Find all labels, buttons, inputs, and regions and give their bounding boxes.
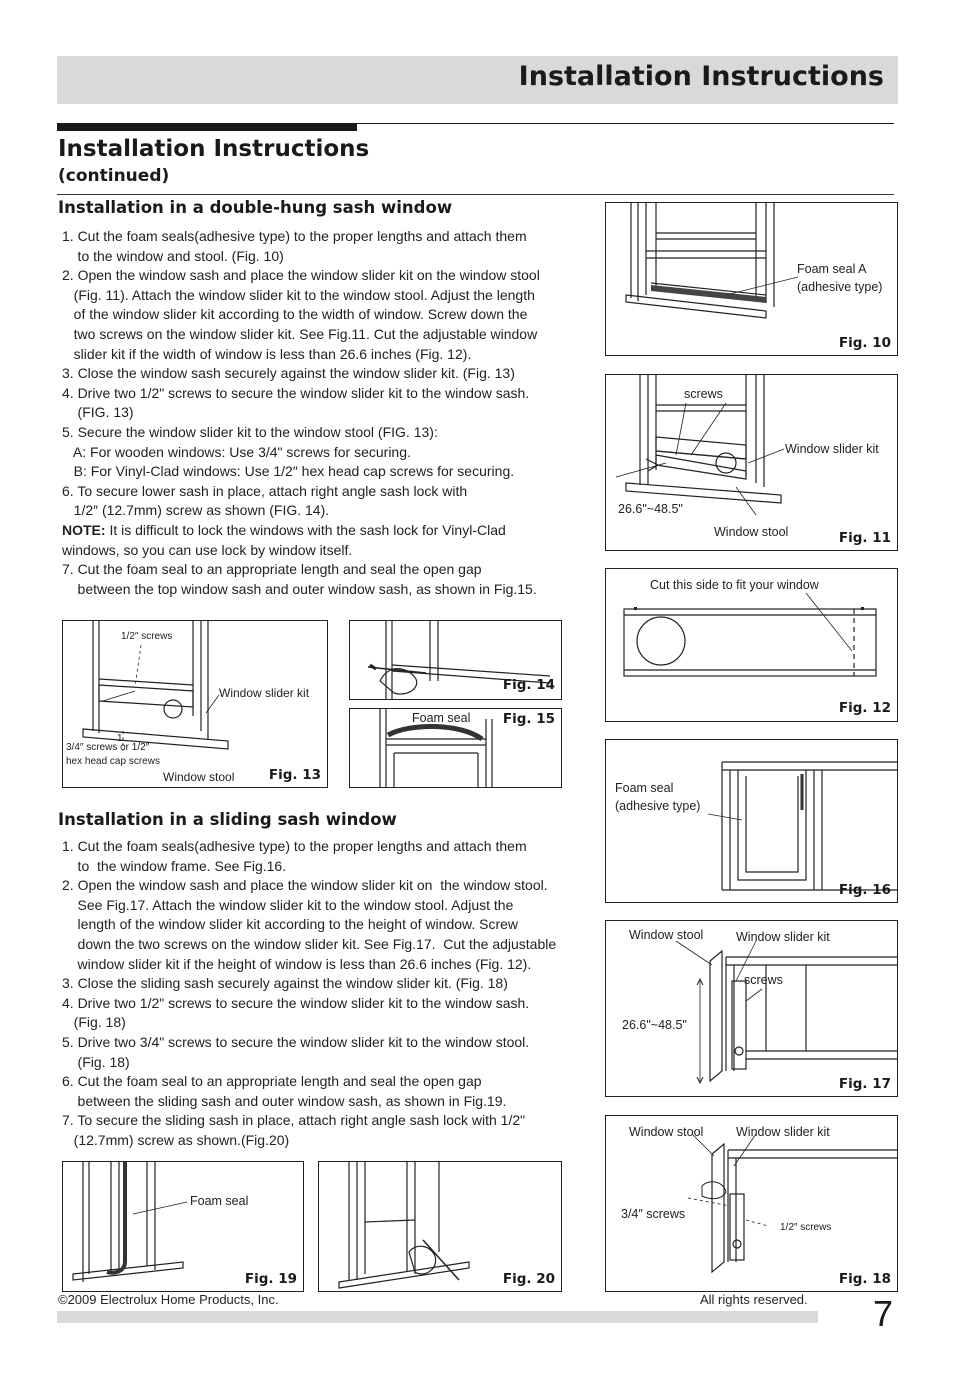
figure-label: Fig. 15 bbox=[502, 711, 555, 727]
section-divider bbox=[57, 194, 894, 195]
callout-foam-seal-a: Foam seal A bbox=[797, 262, 867, 276]
step-line: See Fig.17. Attach the window slider kit to the window stool. Adjust the bbox=[62, 896, 514, 913]
section-title: Installation Instructions bbox=[58, 136, 370, 162]
step-line: 3. Close the window sash securely against the window slider kit. (Fig. 13) bbox=[62, 365, 515, 382]
step-line: to the window frame. See Fig.16. bbox=[62, 857, 287, 874]
callout-size-range: 26.6"~48.5" bbox=[622, 1018, 687, 1032]
figure-11 bbox=[605, 374, 898, 551]
step-line: of the window slider kit according to the width of window. Screw down the bbox=[62, 306, 528, 323]
page-header-title: Installation Instructions bbox=[518, 61, 884, 92]
step-line: 5. Secure the window slider kit to the window stool (FIG. 13): bbox=[62, 423, 438, 440]
step-line: 1/2″ (12.7mm) screw as shown (FIG. 14). bbox=[62, 502, 330, 519]
step-line: 2. Open the window sash and place the window slider kit on the window stool. bbox=[62, 877, 548, 894]
callout-cut-side: Cut this side to fit your window bbox=[650, 578, 819, 592]
section-subtitle: (continued) bbox=[58, 166, 170, 186]
note-text: It is difficult to lock the windows with the sash lock for Vinyl-Clad bbox=[105, 521, 506, 538]
callout-three-quarter-screws: 3/4″ screws bbox=[621, 1207, 686, 1221]
step-line: slider kit if the width of window is less than 26.6 inches (Fig. 12). bbox=[62, 345, 472, 362]
callout-window-stool: Window stool bbox=[629, 1125, 704, 1139]
callout-hex-screws: 3/4″ screws or 1/2″ bbox=[66, 742, 150, 753]
step-line: length of the window slider kit according to the height of window. Screw bbox=[62, 916, 519, 933]
step-line: (Fig. 11). Attach the window slider kit to the window stool. Adjust the length bbox=[62, 286, 535, 303]
step-line: 6. Cut the foam seal to an appropriate length and seal the open gap bbox=[62, 1073, 482, 1090]
figure-17 bbox=[605, 920, 898, 1097]
callout-window-slider-kit: Window slider kit bbox=[785, 442, 879, 456]
footer-band bbox=[57, 1311, 818, 1323]
step-line: 5. Drive two 3/4" screws to secure the window slider kit to the window stool. bbox=[62, 1033, 530, 1050]
figure-label: Fig. 11 bbox=[838, 530, 891, 546]
step-line: window slider kit if the height of window is less than 26.6 inches (Fig. 12). bbox=[62, 955, 532, 972]
figure-label: Fig. 16 bbox=[838, 882, 891, 898]
step-line: (Fig. 18) bbox=[62, 1014, 126, 1031]
step-line: 1. Cut the foam seals(adhesive type) to the proper lengths and attach them bbox=[62, 228, 527, 244]
figure-label: Fig. 20 bbox=[502, 1271, 555, 1287]
section-accent-bar bbox=[57, 123, 357, 131]
step-line: A: For wooden windows: Use 3/4" screws for securing. bbox=[62, 443, 411, 460]
callout-half-inch-screws: 1/2″ screws bbox=[121, 631, 173, 642]
figure-label: Fig. 14 bbox=[502, 677, 555, 693]
fig18-sliding-window-drawing bbox=[606, 1116, 897, 1291]
callout-screws: screws bbox=[684, 387, 723, 401]
fig17-sliding-window-drawing bbox=[606, 921, 897, 1096]
step-line: 6. To secure lower sash in place, attach right angle sash lock with bbox=[62, 482, 468, 499]
callout-adhesive: (adhesive type) bbox=[615, 799, 701, 813]
header-band bbox=[57, 56, 898, 104]
callout-half-inch-screws: 1/2″ screws bbox=[780, 1222, 832, 1233]
step-line: 4. Drive two 1/2" screws to secure the window slider kit to the window sash. bbox=[62, 994, 530, 1011]
figure-label: Fig. 17 bbox=[838, 1076, 891, 1092]
step-line: 4. Drive two 1/2" screws to secure the window slider kit to the window sash. bbox=[62, 384, 530, 401]
figure-15 bbox=[349, 708, 562, 788]
note-label: NOTE: bbox=[62, 521, 106, 538]
figure-18 bbox=[605, 1115, 898, 1292]
step-line: to the window and stool. (Fig. 10) bbox=[62, 247, 284, 264]
figure-label: Fig. 18 bbox=[838, 1271, 891, 1287]
footer-copyright: ©2009 Electrolux Home Products, Inc. bbox=[58, 1292, 279, 1307]
figure-label: Fig. 19 bbox=[244, 1271, 297, 1287]
figure-16 bbox=[605, 739, 898, 903]
callout-foam-seal: Foam seal bbox=[412, 711, 471, 725]
step-line: (Fig. 18) bbox=[62, 1053, 130, 1070]
callout-screws: screws bbox=[744, 973, 783, 987]
footer-rights: All rights reserved. bbox=[700, 1292, 808, 1307]
step-line: (FIG. 13) bbox=[62, 404, 134, 421]
step-line: B: For Vinyl-Clad windows: Use 1/2″ hex head cap screws for securing. bbox=[62, 463, 515, 480]
callout-one: 1 bbox=[117, 733, 123, 744]
figure-label: Fig. 12 bbox=[838, 700, 891, 716]
step-line: 1. Cut the foam seals(adhesive type) to the proper lengths and attach them bbox=[62, 838, 527, 854]
double-hung-heading: Installation in a double-hung sash window bbox=[58, 198, 453, 217]
sliding-heading: Installation in a sliding sash window bbox=[58, 810, 397, 829]
step-line: between the sliding sash and outer window sash, as shown in Fig.19. bbox=[62, 1092, 507, 1109]
callout-window-stool: Window stool bbox=[629, 928, 704, 942]
callout-adhesive: (adhesive type) bbox=[797, 280, 883, 294]
callout-window-stool: Window stool bbox=[714, 525, 789, 539]
figure-13 bbox=[62, 620, 328, 788]
note-line bbox=[62, 521, 540, 541]
step-line: (12.7mm) screw as shown.(Fig.20) bbox=[62, 1131, 290, 1148]
step-line: 2. Open the window sash and place the window slider kit on the window stool bbox=[62, 267, 540, 284]
note-line: windows, so you can use lock by window itself. bbox=[62, 541, 353, 558]
double-hung-steps bbox=[62, 227, 540, 599]
step-line: down the two screws on the window slider kit. See Fig.17. Cut the adjustable bbox=[62, 935, 557, 952]
callout-window-slider-kit: Window slider kit bbox=[736, 1125, 830, 1139]
section-top-rule bbox=[357, 123, 894, 124]
figure-20 bbox=[318, 1161, 562, 1292]
figure-label: Fig. 13 bbox=[268, 767, 321, 783]
callout-hex-screws-2: hex head cap screws bbox=[66, 756, 160, 767]
figure-label: Fig. 10 bbox=[838, 335, 891, 351]
figure-19 bbox=[62, 1161, 304, 1292]
figure-10 bbox=[605, 202, 898, 356]
callout-size-range: 26.6"~48.5" bbox=[618, 502, 683, 516]
callout-window-slider-kit: Window slider kit bbox=[736, 930, 830, 944]
step-line: 3. Close the sliding sash securely against the window slider kit. (Fig. 18) bbox=[62, 975, 508, 992]
step-line: between the top window sash and outer window sash, as shown in Fig.15. bbox=[62, 580, 537, 597]
step-line: 7. Cut the foam seal to an appropriate length and seal the open gap bbox=[62, 561, 482, 578]
callout-window-stool: Window stool bbox=[163, 770, 235, 784]
callout-foam-seal: Foam seal bbox=[615, 781, 674, 795]
figure-14 bbox=[349, 620, 562, 700]
figure-12 bbox=[605, 568, 898, 722]
callout-foam-seal: Foam seal bbox=[190, 1194, 249, 1208]
fig16-sliding-window-drawing bbox=[606, 740, 897, 902]
step-line: two screws on the window slider kit. See Fig.11. Cut the adjustable window bbox=[62, 325, 538, 342]
page-number: 7 bbox=[873, 1293, 894, 1334]
sliding-steps bbox=[62, 837, 556, 1151]
step-line: 7. To secure the sliding sash in place, attach right angle sash lock with 1/2" bbox=[62, 1112, 526, 1129]
callout-window-slider-kit: Window slider kit bbox=[219, 686, 310, 700]
